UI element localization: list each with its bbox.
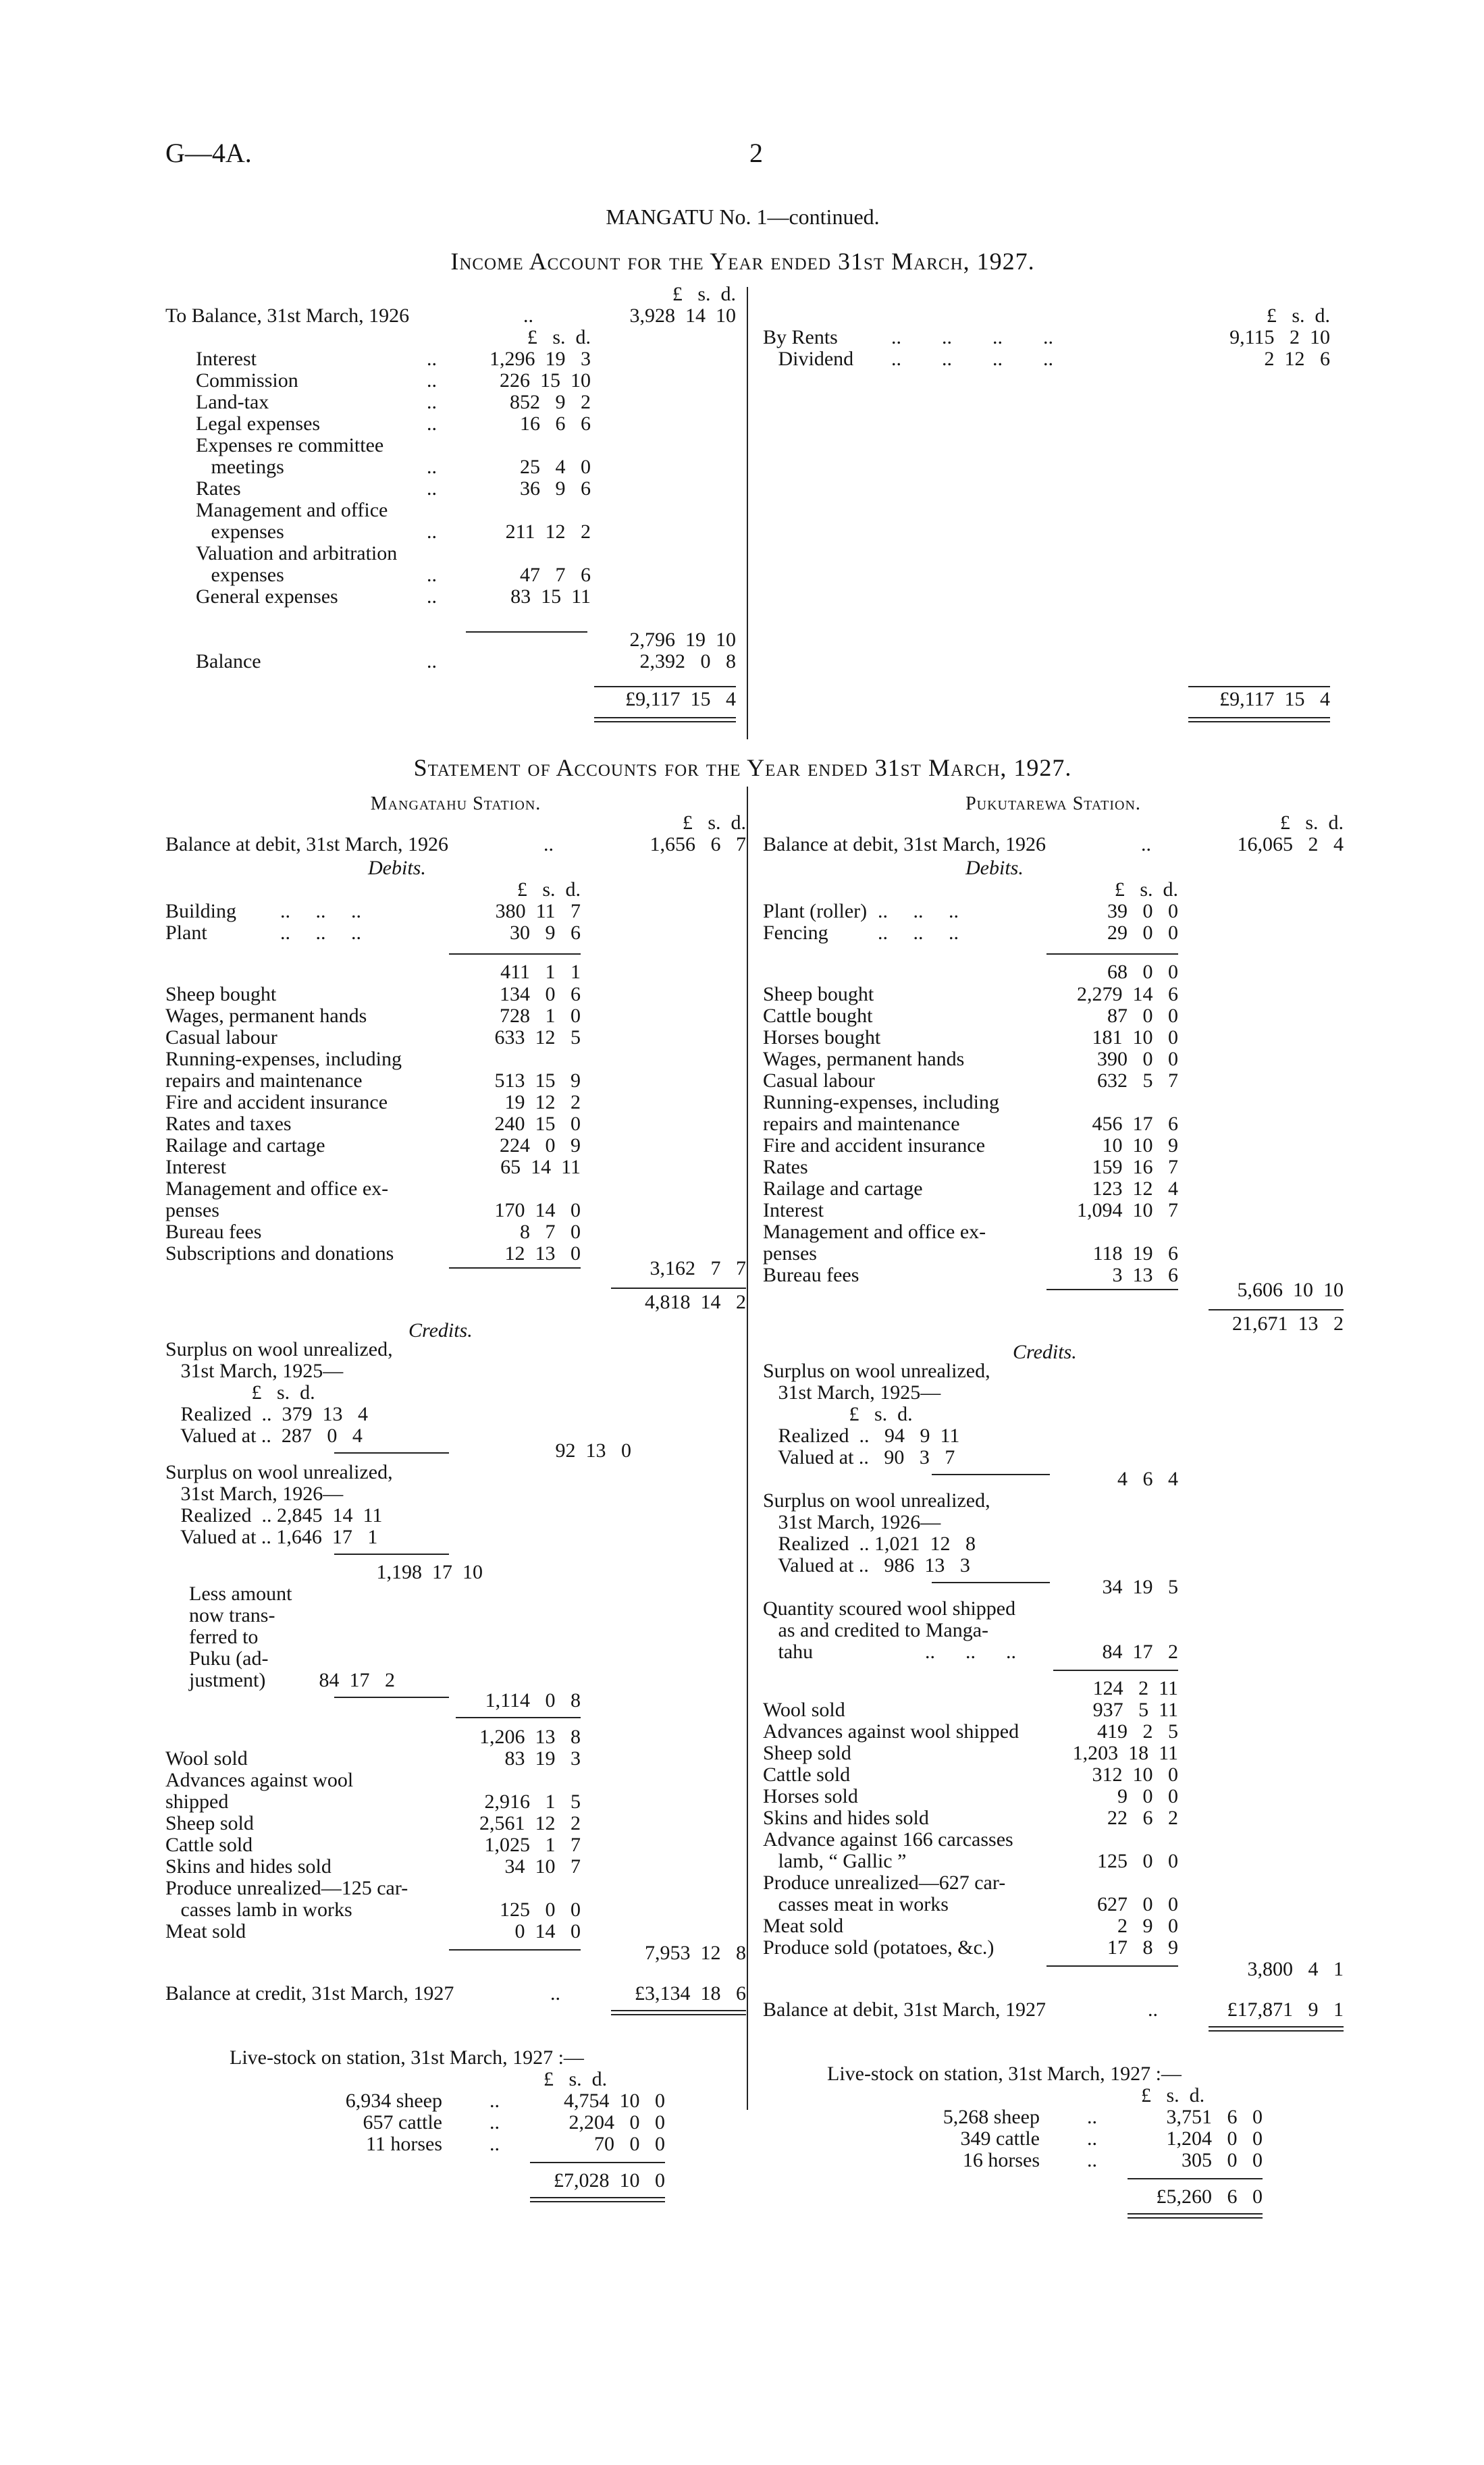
debit-item-label: Railage and cartage [165,1134,325,1157]
leader-dots: .. [427,456,437,478]
income-debit-amount: 1,296 19 3 [489,348,591,370]
income-right-total: £9,117 15 4 [1219,688,1330,710]
credit-item-label: 31st March, 1926— [165,1483,344,1505]
debit-item-amount: 8 7 0 [520,1221,581,1243]
livestock-total: £5,260 6 0 [1156,2185,1263,2208]
income-lsd-header: £ s. d. [672,283,736,305]
rule [530,2197,665,2198]
page-number: 2 [749,138,763,168]
debit-item-label: Horses bought [763,1026,881,1049]
rule [1128,2178,1263,2179]
debit-item-label: Sheep bought [763,983,874,1005]
income-debit-total: 2,796 19 10 [629,629,736,651]
credit-item-label: lamb, “ Gallic ” [763,1850,907,1872]
rule [449,953,581,955]
debit-subtotal: 411 1 1 [500,961,581,983]
station-name: Pukutarewa Station. [965,793,1141,814]
debit-item-label: Rates [763,1156,808,1178]
income-debit-amount: 211 12 2 [505,521,591,543]
leader-dots: .. [427,564,437,586]
lsd-header: £ s. d. [1141,2084,1205,2106]
rule [1209,2030,1344,2032]
credit-item-label: Produce unrealized—125 car- [165,1877,408,1899]
credit-item-label: casses lamb in works [165,1899,352,1921]
credit-item-label: Advances against wool shipped [763,1720,1019,1743]
credit-item-label: Cattle sold [165,1834,253,1856]
credit-item-label: Wool sold [165,1747,248,1770]
leader-dots: .. [427,369,437,392]
leader-dots: .. [427,413,437,435]
leader-dots: .. [1141,833,1151,855]
credit-amount: 124 2 11 [1092,1677,1178,1699]
credit-item-label: Skins and hides sold [763,1807,929,1829]
closing-balance-label: Balance at credit, 31st March, 1927 [165,1982,454,2005]
rule [1046,953,1178,955]
credit-amount: 2,916 1 5 [484,1791,581,1813]
leader-dots: .. [427,585,437,608]
debit-item-label: Building [165,900,237,922]
leader-dots: .. .. .. .. [891,326,1053,348]
credit-item-label: 31st March, 1925— [165,1360,344,1382]
lsd-header: £ s. d. [1279,812,1344,834]
credit-item-label: Valued at .. 90 3 7 [763,1446,955,1468]
debit-item-amount: 633 12 5 [494,1026,581,1049]
income-debit-total: 3,928 14 10 [629,304,736,327]
opening-balance-label: Balance at debit, 31st March, 1926 [165,833,449,855]
credit-item-label: justment) [189,1669,266,1691]
credits-total: 3,800 4 1 [1247,1958,1344,1980]
debit-item-amount: 2,279 14 6 [1077,983,1178,1005]
leader-dots: .. .. .. [280,900,361,922]
rule [466,631,587,633]
credit-amount: 22 6 2 [1107,1807,1178,1829]
debit-item-label: Railage and cartage [763,1177,923,1200]
income-account-heading: Income Account for the Year ended 31st March, 1927. [450,248,1035,275]
income-debit-amount: 47 7 6 [520,564,591,586]
debit-item-amount: 380 11 7 [495,900,581,922]
gross-total: 4,818 14 2 [645,1291,746,1313]
leader-dots: .. .. .. [280,922,361,944]
credit-amount: 2 9 0 [1117,1915,1178,1937]
livestock-label: 657 cattle [363,2111,442,2133]
statement-heading: Statement of Accounts for the Year ended 31st March, 1927. [413,754,1072,781]
document-title: MANGATU No. 1—continued. [606,205,880,229]
rule [1209,2026,1344,2027]
income-debit-amount: £ s. d. [527,326,591,348]
credit-amount: 84 17 2 [319,1669,395,1691]
income-left-total: £9,117 15 4 [625,688,736,710]
credit-item-label: Less amount [189,1583,292,1605]
credit-amount: 419 2 5 [1097,1720,1178,1743]
debit-item-amount: 240 15 0 [494,1113,581,1135]
debit-item-amount: 65 14 11 [500,1156,581,1178]
lsd-header: £ s. d. [682,812,746,834]
credit-item-label: Surplus on wool unrealized, [165,1461,393,1483]
credit-item-label: Meat sold [763,1915,844,1937]
credits-heading: Credits. [408,1319,473,1342]
credit-item-label: Valued at .. 287 0 4 [165,1425,363,1447]
debit-item-amount: 134 0 6 [500,983,581,1005]
livestock-heading: Live-stock on station, 31st March, 1927 :— [230,2046,584,2069]
credit-amount: 9 0 0 [1117,1785,1178,1807]
debit-item-label: Fire and accident insurance [763,1134,986,1157]
debit-item-amount: 12 13 0 [504,1242,581,1265]
livestock-value: 305 0 0 [1182,2149,1263,2171]
debit-item-amount: 87 0 0 [1107,1005,1178,1027]
income-debit-amount: 852 9 2 [510,391,591,413]
debit-item-amount: 728 1 0 [500,1005,581,1027]
credit-item-label: Sheep sold [763,1742,851,1764]
credit-item-label: £ s. d. [165,1381,315,1404]
debit-item-amount: 159 16 7 [1092,1156,1178,1178]
credit-item-label: Surplus on wool unrealized, [763,1360,990,1382]
rule [1053,1670,1178,1671]
debit-item-label: Wages, permanent hands [763,1048,965,1070]
leader-dots: .. [427,650,437,672]
debit-item-amount: 456 17 6 [1092,1113,1178,1135]
debit-item-label: Management and office ex- [763,1221,986,1243]
credit-item-label: Advances against wool [165,1769,354,1791]
credit-amount: 0 14 0 [514,1920,581,1942]
credit-item-label: Valued at .. 1,646 17 1 [165,1526,378,1548]
income-credit-amount: 9,115 2 10 [1229,326,1330,348]
debit-item-label: Fire and accident insurance [165,1091,388,1113]
leader-dots: .. .. .. [878,900,959,922]
credit-item-label: Sheep sold [165,1812,254,1834]
credit-item-label: Quantity scoured wool shipped [763,1597,1016,1620]
income-debit-label: meetings [196,456,284,478]
income-debit-label: Management and office [196,499,388,521]
rule [594,721,736,722]
opening-balance-amount: 16,065 2 4 [1237,833,1344,855]
credit-amount: 34 19 5 [1102,1576,1178,1598]
rule [456,1717,581,1718]
income-debit-amount: 25 4 0 [520,456,591,478]
credit-amount: 1,206 13 8 [479,1726,581,1748]
credit-item-label: now trans- [189,1604,275,1626]
debit-item-amount: 10 10 9 [1102,1134,1178,1157]
credit-amount: 83 19 3 [504,1747,581,1770]
debit-item-amount: 181 10 0 [1092,1026,1178,1049]
debit-item-label: Bureau fees [165,1221,262,1243]
debit-item-label: Rates and taxes [165,1113,292,1135]
credit-item-label: casses meat in works [763,1893,949,1915]
income-right-lsd-header: £ s. d. [1266,304,1330,327]
leader-dots: .. [523,304,533,327]
debit-item-amount: 170 14 0 [494,1199,581,1221]
debit-item-amount: 19 12 2 [504,1091,581,1113]
credit-item-label: £ s. d. [763,1403,913,1425]
livestock-label: 6,934 sheep [345,2090,442,2112]
income-debit-label: Interest [196,348,257,370]
debit-item-amount: 118 19 6 [1092,1242,1178,1265]
debit-item-label: Wages, permanent hands [165,1005,367,1027]
credit-amount: 627 0 0 [1097,1893,1178,1915]
credit-amount: 125 0 0 [500,1899,581,1921]
debit-item-amount: 30 9 6 [510,922,581,944]
credit-item-label: Produce unrealized—627 car- [763,1872,1006,1894]
credit-item-label: Surplus on wool unrealized, [165,1338,393,1360]
leader-dots: .. [1087,2106,1097,2128]
rule [1188,721,1330,722]
credit-amount: 17 8 9 [1107,1936,1178,1959]
livestock-value: 4,754 10 0 [564,2090,665,2112]
leader-dots: .. [544,833,554,855]
credit-amount: 92 13 0 [555,1439,631,1462]
debits-heading: Debits. [368,857,426,879]
credit-item-label: Wool sold [763,1699,845,1721]
income-credit-amount: 2 12 6 [1264,348,1330,370]
debit-item-amount: 390 0 0 [1097,1048,1178,1070]
livestock-label: 16 horses [962,2149,1040,2171]
income-debit-amount: 36 9 6 [520,477,591,500]
debit-subtotal: 68 0 0 [1107,961,1178,983]
rule [1128,2217,1263,2219]
debit-item-label: Plant (roller) [763,900,868,922]
income-debit-label: expenses [196,521,284,543]
leader-dots: .. [1148,1998,1158,2021]
income-debit-label: Land-tax [196,391,269,413]
gross-total: 21,671 13 2 [1232,1313,1344,1335]
credit-amount: 2,561 12 2 [479,1812,581,1834]
debit-item-amount: 513 15 9 [494,1069,581,1092]
debit-item-label: Cattle bought [763,1005,873,1027]
column-divider [747,287,748,739]
rule [594,686,736,687]
debit-item-label: penses [763,1242,817,1265]
opening-balance-amount: 1,656 6 7 [650,833,746,855]
rule [1209,1309,1344,1310]
debit-item-label: Interest [165,1156,226,1178]
leader-dots: .. [489,2133,500,2155]
lsd-header: £ s. d. [544,2068,608,2090]
livestock-value: 1,204 0 0 [1166,2127,1263,2150]
credit-amount: 125 0 0 [1097,1850,1178,1872]
rule [530,2162,665,2163]
debits-heading: Debits. [965,857,1024,879]
credit-item-label: Realized .. 2,845 14 11 [165,1504,383,1527]
closing-balance-label: Balance at debit, 31st March, 1927 [763,1998,1046,2021]
credit-item-label: shipped [165,1791,229,1813]
debit-item-amount: 632 5 7 [1097,1069,1178,1092]
lsd-header: £ s. d. [1114,878,1178,901]
credit-amount: 1,198 17 10 [376,1561,483,1583]
credit-item-label: ferred to [189,1626,259,1648]
opening-balance-label: Balance at debit, 31st March, 1926 [763,833,1046,855]
income-debit-amount: 16 6 6 [520,413,591,435]
closing-balance-amount: £3,134 18 6 [635,1982,746,2005]
debit-item-amount: 1,094 10 7 [1077,1199,1178,1221]
income-debit-label: Legal expenses [196,413,321,435]
credit-item-label: Puku (ad- [189,1647,269,1670]
debit-item-label: penses [165,1199,219,1221]
rule [1188,686,1330,687]
credit-item-label: tahu [763,1641,814,1663]
income-debit-amount: 226 15 10 [500,369,591,392]
livestock-label: 5,268 sheep [943,2106,1040,2128]
rule [334,1452,449,1454]
credit-amount: 34 10 7 [504,1855,581,1878]
rule [611,2014,746,2015]
leader-dots: .. [427,391,437,413]
debit-item-amount: 123 12 4 [1092,1177,1178,1200]
credit-item-label: Surplus on wool unrealized, [763,1489,990,1512]
credits-total: 7,953 12 8 [645,1942,746,1964]
credit-amount: 937 5 11 [1092,1699,1178,1721]
debit-item-label: Subscriptions and donations [165,1242,394,1265]
debit-item-amount: 3 13 6 [1112,1264,1178,1286]
income-credit-label: By Rents [763,326,838,348]
column-divider [747,787,748,2110]
credit-amount: 84 17 2 [1102,1641,1178,1663]
credit-item-label: Realized .. 379 13 4 [165,1403,368,1425]
credit-item-label: Valued at .. 986 13 3 [763,1554,970,1576]
credit-amount: 1,025 1 7 [484,1834,581,1856]
income-debit-label: To Balance, 31st March, 1926 [165,304,410,327]
credit-item-label: Realized .. 94 9 11 [763,1425,960,1447]
leader-dots: .. [1087,2127,1097,2150]
credit-item-label: Advance against 166 carcasses [763,1828,1013,1851]
debits-total: 3,162 7 7 [650,1257,746,1279]
document-reference: G—4A. [165,138,252,168]
leader-dots: .. .. .. [925,1641,1016,1663]
leader-dots: .. [427,348,437,370]
credit-amount: 312 10 0 [1092,1764,1178,1786]
rule [449,1949,581,1951]
income-debit-label: General expenses [196,585,338,608]
leader-dots: .. [489,2090,500,2112]
debit-item-amount: 29 0 0 [1107,922,1178,944]
livestock-label: 11 horses [365,2133,442,2155]
income-debit-label: Expenses re committee [196,434,384,456]
leader-dots: .. [550,1982,560,2005]
debit-item-label: Running-expenses, including [763,1091,999,1113]
debit-item-label: Casual labour [165,1026,277,1049]
debit-item-label: Running-expenses, including [165,1048,402,1070]
rule [530,2201,665,2202]
livestock-value: 3,751 6 0 [1166,2106,1263,2128]
leader-dots: .. [1087,2149,1097,2171]
income-credit-label: Dividend [763,348,854,370]
livestock-total: £7,028 10 0 [554,2169,665,2192]
rule [611,2010,746,2011]
income-debit-amount: 83 15 11 [510,585,591,608]
rule [449,1267,581,1269]
leader-dots: .. .. .. .. [891,348,1053,370]
income-debit-label: Balance [196,650,261,672]
credit-item-label: Skins and hides sold [165,1855,332,1878]
credit-item-label: Meat sold [165,1920,246,1942]
debit-item-label: repairs and maintenance [165,1069,363,1092]
debit-item-label: Bureau fees [763,1264,859,1286]
credit-item-label: 31st March, 1926— [763,1511,941,1533]
income-debit-total: 2,392 0 8 [639,650,736,672]
leader-dots: .. [427,521,437,543]
rule [1128,2213,1263,2215]
debit-item-amount: 224 0 9 [500,1134,581,1157]
credit-amount: 1,203 18 11 [1072,1742,1178,1764]
leader-dots: .. [489,2111,500,2133]
credit-amount: 1,114 0 8 [485,1689,581,1712]
credit-amount: 4 6 4 [1117,1468,1178,1490]
debits-total: 5,606 10 10 [1237,1279,1344,1301]
credit-item-label: as and credited to Manga- [763,1619,989,1641]
leader-dots: .. [427,477,437,500]
rule [1188,717,1330,718]
debit-item-label: Sheep bought [165,983,277,1005]
debit-item-label: Interest [763,1199,824,1221]
credits-heading: Credits. [1013,1341,1077,1363]
income-debit-label: expenses [196,564,284,586]
debit-item-label: Casual labour [763,1069,875,1092]
livestock-value: 2,204 0 0 [568,2111,665,2133]
credit-item-label: Produce sold (potatoes, &c.) [763,1936,995,1959]
income-debit-label: Valuation and arbitration [196,542,398,564]
lsd-header: £ s. d. [516,878,581,901]
debit-item-label: Fencing [763,922,828,944]
rule [334,1554,449,1555]
rule [1046,1289,1178,1290]
rule [1046,1965,1178,1967]
livestock-label: 349 cattle [960,2127,1040,2150]
credit-item-label: Realized .. 1,021 12 8 [763,1533,976,1555]
income-debit-label: Rates [196,477,241,500]
livestock-heading: Live-stock on station, 31st March, 1927 :— [827,2063,1182,2085]
rule [611,1288,746,1289]
credit-item-label: Cattle sold [763,1764,851,1786]
leader-dots: .. .. .. [878,922,959,944]
closing-balance-amount: £17,871 9 1 [1227,1998,1344,2021]
rule [594,717,736,718]
debit-item-label: Plant [165,922,207,944]
debit-item-amount: 39 0 0 [1107,900,1178,922]
debit-item-label: repairs and maintenance [763,1113,960,1135]
livestock-value: 70 0 0 [594,2133,665,2155]
credit-item-label: 31st March, 1925— [763,1381,941,1404]
credit-item-label: Horses sold [763,1785,858,1807]
income-debit-label: Commission [196,369,298,392]
debit-item-label: Management and office ex- [165,1177,389,1200]
station-name: Mangatahu Station. [370,793,541,814]
